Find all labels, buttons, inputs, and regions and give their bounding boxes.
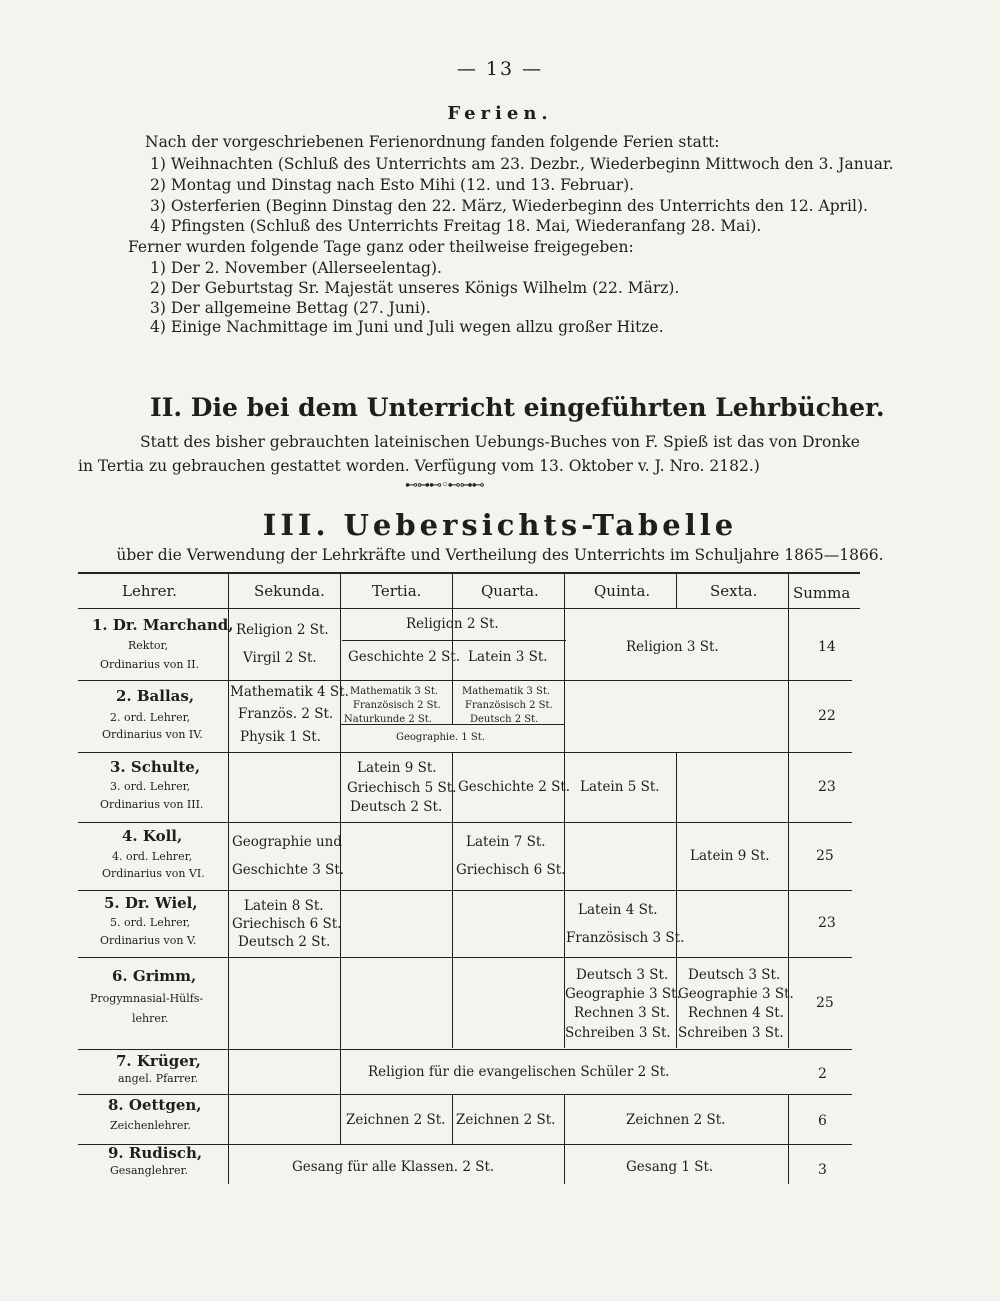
cell-tertia: Geschichte 2 St. <box>348 649 461 665</box>
cell-quarta: Zeichnen 2 St. <box>456 1112 556 1128</box>
teacher-name: 8. Oettgen, <box>108 1096 202 1114</box>
cell-summa: 3 <box>818 1162 827 1178</box>
header-tertia: Tertia. <box>372 582 422 600</box>
cell-quinta-sexta: Zeichnen 2 St. <box>626 1112 726 1128</box>
cell-quinta: Rechnen 3 St. <box>574 1005 670 1021</box>
cell-quarta: Latein 3 St. <box>468 649 548 665</box>
cell-tertia: Naturkunde 2 St. <box>344 714 432 725</box>
cell-religion-evangelisch: Religion für die evangelischen Schüler 2 St. <box>368 1064 670 1080</box>
teacher-name: 5. Dr. Wiel, <box>104 894 198 912</box>
teacher-role: 3. ord. Lehrer, <box>110 780 191 793</box>
free-day-item: 3) Der allgemeine Bettag (27. Juni). <box>150 299 431 317</box>
section-3-heading: III. Uebersichts-Tabelle <box>262 508 738 542</box>
cell-sexta: Rechnen 4 St. <box>688 1005 784 1021</box>
teacher-role: Ordinarius von V. <box>100 934 197 947</box>
cell-quarta: Mathematik 3 St. <box>462 686 551 697</box>
ferien-intro: Nach der vorgeschriebenen Ferienordnung fanden folgende Ferien statt: <box>145 133 720 151</box>
cell-summa: 14 <box>818 639 836 655</box>
cell-quinta-sexta: Gesang 1 St. <box>626 1159 714 1175</box>
ferien-item: 4) Pfingsten (Schluß des Unterrichts Freitag 18. Mai, Wiederanfang 28. Mai). <box>150 217 762 235</box>
cell-sekunda: Virgil 2 St. <box>243 650 317 666</box>
header-sekunda: Sekunda. <box>254 582 325 600</box>
teacher-role: Ordinarius von III. <box>100 798 204 811</box>
teacher-role: Ordinarius von IV. <box>102 728 203 741</box>
cell-quinta: Geographie 3 St. <box>565 986 681 1002</box>
cell-quarta: Geschichte 2 St. <box>458 779 571 795</box>
cell-sekunda: Deutsch 2 St. <box>238 934 331 950</box>
section-3-subheading: über die Verwendung der Lehrkräfte und Vertheilung des Unterrichts im Schuljahre 1865—1866. <box>116 546 884 564</box>
cell-sekunda: Geschichte 3 St. <box>232 862 345 878</box>
cell-tertia: Latein 9 St. <box>357 760 437 776</box>
ferien-item: 3) Osterferien (Beginn Dinstag den 22. März, Wiederbeginn des Unterrichts den 12. April). <box>150 197 868 215</box>
cell-summa: 22 <box>818 708 836 724</box>
cell-summa: 6 <box>818 1113 827 1129</box>
cell-tertia: Zeichnen 2 St. <box>346 1112 446 1128</box>
cell-tertia: Mathematik 3 St. <box>350 686 439 697</box>
teacher-name: 4. Koll, <box>122 827 183 845</box>
section-2-heading: II. Die bei dem Unterricht eingeführten Lehrbücher. <box>150 393 885 422</box>
cell-sekunda: Griechisch 6 St. <box>232 916 342 932</box>
teacher-role: Ordinarius von VI. <box>102 867 205 880</box>
cell-tertia: Deutsch 2 St. <box>350 799 443 815</box>
cell-summa: 25 <box>816 995 834 1011</box>
cell-summa: 23 <box>818 779 836 795</box>
teacher-name: 7. Krüger, <box>116 1052 201 1070</box>
cell-summa: 2 <box>818 1066 827 1082</box>
cell-sekunda: Geographie und <box>232 834 343 850</box>
header-sexta: Sexta. <box>710 582 758 600</box>
cell-tertia: Französisch 2 St. <box>353 700 441 711</box>
section-2-text: Statt des bisher gebrauchten lateinischen Uebungs-Buches von F. Spieß ist das von Dronke in Tertia zu gebrauchen gestattet worden. Verfügung vom 13. Oktober v. J. Nro. 2182.) <box>78 433 860 475</box>
header-summa: Summa <box>793 584 851 602</box>
teacher-role: Gesanglehrer. <box>110 1164 189 1177</box>
cell-quarta: Griechisch 6 St. <box>456 862 566 878</box>
cell-sekunda: Physik 1 St. <box>240 729 321 745</box>
free-day-item: 1) Der 2. November (Allerseelentag). <box>150 259 442 277</box>
cell-sekunda: Mathematik 4 St. <box>230 684 349 700</box>
cell-summa: 23 <box>818 915 836 931</box>
teacher-role: lehrer. <box>132 1012 169 1025</box>
teacher-name: 3. Schulte, <box>110 758 201 776</box>
teacher-role: Progymnasial-Hülfs- <box>90 992 204 1005</box>
cell-quinta: Schreiben 3 St. <box>565 1025 671 1041</box>
overview-table <box>78 572 860 1192</box>
cell-sexta: Latein 9 St. <box>690 848 770 864</box>
teacher-role: 4. ord. Lehrer, <box>112 850 193 863</box>
ferien-item: 2) Montag und Dinstag nach Esto Mihi (12. und 13. Februar). <box>150 176 635 194</box>
teacher-name: 6. Grimm, <box>112 967 197 985</box>
cell-quarta: Latein 7 St. <box>466 834 546 850</box>
cell-sekunda: Latein 8 St. <box>244 898 324 914</box>
cell-sexta: Deutsch 3 St. <box>688 967 781 983</box>
cell-quinta: Französisch 3 St. <box>566 930 685 946</box>
cell-quinta: Deutsch 3 St. <box>576 967 669 983</box>
header-quinta: Quinta. <box>594 582 651 600</box>
teacher-name: 2. Ballas, <box>116 687 195 705</box>
cell-gesang-alle: Gesang für alle Klassen. 2 St. <box>292 1159 495 1175</box>
cell-sekunda: Religion 2 St. <box>236 622 329 638</box>
cell-quarta: Französisch 2 St. <box>465 700 553 711</box>
cell-quarta: Deutsch 2 St. <box>470 714 539 725</box>
ferien-further: Ferner wurden folgende Tage ganz oder theilweise freigegeben: <box>128 238 634 256</box>
teacher-role: 5. ord. Lehrer, <box>110 916 191 929</box>
teacher-role: Zeichenlehrer. <box>110 1119 191 1132</box>
free-day-item: 2) Der Geburtstag Sr. Majestät unseres Königs Wilhelm (22. März). <box>150 279 680 297</box>
cell-tertia-quarta: Religion 2 St. <box>406 616 499 632</box>
free-day-item: 4) Einige Nachmittage im Juni und Juli wegen allzu großer Hitze. <box>150 318 664 336</box>
cell-quinta-sexta: Religion 3 St. <box>626 639 719 655</box>
teacher-name: 1. Dr. Marchand, <box>92 616 234 634</box>
cell-tertia: Griechisch 5 St. <box>347 780 457 796</box>
cell-tertia-quarta: Geographie. 1 St. <box>396 732 485 743</box>
cell-sexta: Schreiben 3 St. <box>678 1025 784 1041</box>
cell-quinta: Latein 4 St. <box>578 902 658 918</box>
header-quarta: Quarta. <box>481 582 539 600</box>
ornament-divider: ⊷⊶⊷◦⊷⊶⊷ <box>405 478 484 493</box>
header-lehrer: Lehrer. <box>122 582 177 600</box>
ferien-item: 1) Weihnachten (Schluß des Unterrichts am 23. Dezbr., Wiederbeginn Mittwoch den 3. Januar. <box>150 155 894 173</box>
page-number: — 13 — <box>456 58 544 80</box>
teacher-role: 2. ord. Lehrer, <box>110 711 191 724</box>
teacher-name: 9. Rudisch, <box>108 1144 203 1162</box>
teacher-role: Ordinarius von II. <box>100 658 200 671</box>
teacher-role: angel. Pfarrer. <box>118 1072 199 1085</box>
cell-summa: 25 <box>816 848 834 864</box>
ferien-heading: Ferien. <box>447 103 553 124</box>
cell-sekunda: Französ. 2 St. <box>238 706 334 722</box>
teacher-role: Rektor, <box>128 639 169 652</box>
cell-quinta: Latein 5 St. <box>580 779 660 795</box>
cell-sexta: Geographie 3 St. <box>678 986 794 1002</box>
